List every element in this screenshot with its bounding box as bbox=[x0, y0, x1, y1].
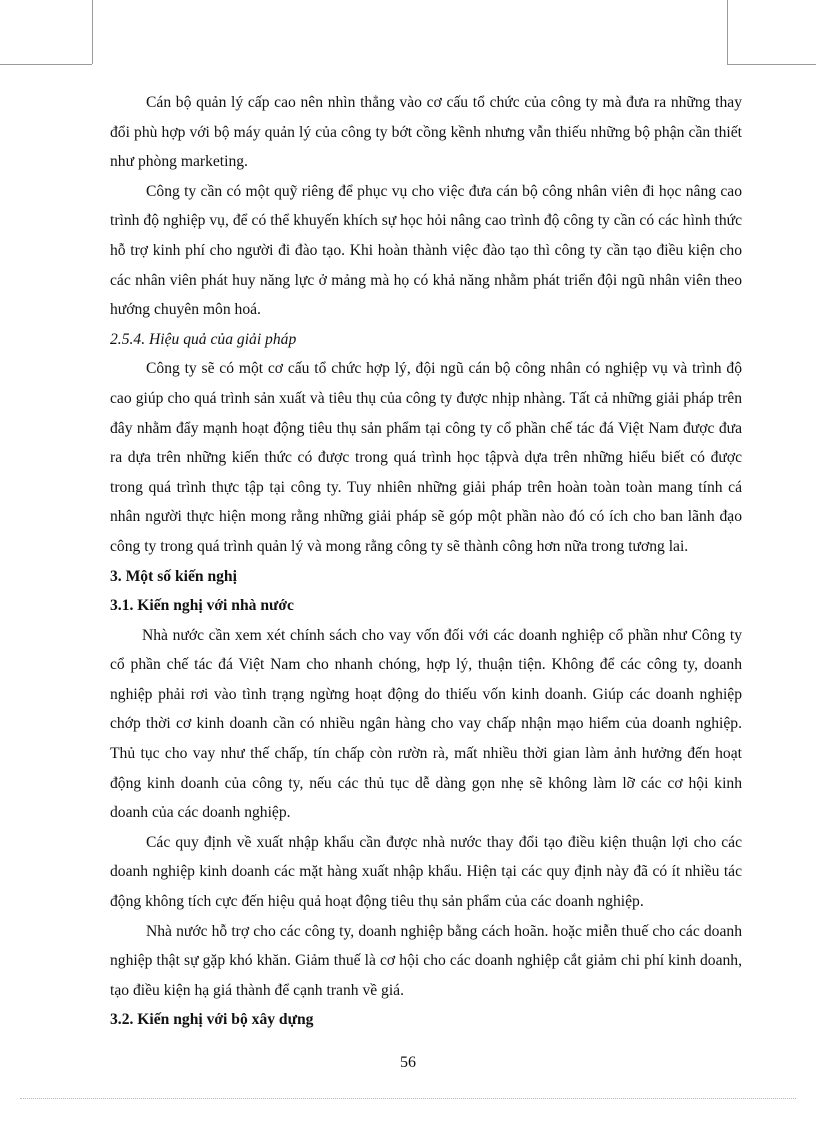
paragraph: Công ty sẽ có một cơ cấu tổ chức hợp lý, đội ngũ cán bộ công nhân có nghiệp vụ và trình độ cao giúp cho quá trình sản xuất và tiêu thụ của công ty được nhịp nhàng. Tất cả những giải pháp trên đây nhằm đẩy mạnh hoạt động tiêu thụ sản phẩm tại công ty cổ phần chế tác đá Việt Nam được đưa ra dựa trên những kiến thức có được trong quá trình học tậpvà dựa trên những hiểu biết có được trong quá trình thực tập tại công ty. Tuy nhiên những giải pháp trên hoàn toàn toàn mang tính cá nhân người thực hiện mong rằng những giải pháp sẽ góp một phần nào đó có ích cho ban lãnh đạo công ty trong quá trình quản lý và mong rằng công ty sẽ thành công hơn nữa trong tương lai. bbox=[110, 360, 742, 555]
paragraph: Công ty cần có một quỹ riêng để phục vụ cho việc đưa cán bộ công nhân viên đi học nâng cao trình độ nghiệp vụ, để có thể khuyến khích sự học hỏi nâng cao trình độ công ty cần có các hình thức hỗ trợ kinh phí cho người đi đào tạo. Khi hoàn thành việc đào tạo thì công ty cần tạo điều kiện cho các nhân viên phát huy năng lực ở mảng mà họ có khả năng nhằm phát triển đội ngũ nhân viên theo hướng chuyên môn hoá. bbox=[110, 182, 742, 319]
page-number: 56 bbox=[400, 1054, 416, 1071]
paragraph: Nhà nước cần xem xét chính sách cho vay vốn đối với các doanh nghiệp cổ phần như Công ty cổ phần chế tác đá Việt Nam cho nhanh chóng, hợp lý, thuận tiện. Không để các công ty, doanh nghiệp phải rơi vào tình trạng ngừng hoạt động do thiếu vốn kinh doanh. Giúp các doanh nghiệp chớp thời cơ kinh doanh cần có nhiều ngân hàng cho vay chấp nhận mạo hiểm của doanh nghiệp. Thủ tục cho vay như thế chấp, tín chấp còn rườn rà, mất nhiều thời gian làm ảnh hưởng đến hoạt động kinh doanh của công ty, nếu các thủ tục dễ dàng gọn nhẹ sẽ không làm lỡ các cơ hội kinh doanh của các doanh nghiệp. bbox=[110, 626, 742, 822]
crop-mark bbox=[727, 64, 816, 65]
document-body bbox=[110, 88, 742, 1035]
paragraph: Cán bộ quản lý cấp cao nên nhìn thẳng vào cơ cấu tổ chức của công ty mà đưa ra những thay đổi phù hợp với bộ máy quản lý của công ty bớt cồng kềnh nhưng vẫn thiếu những bộ phận cần thiết như phòng marketing. bbox=[110, 94, 742, 171]
section-heading-3-1: 3.1. Kiến nghị với nhà nước bbox=[110, 597, 294, 615]
crop-mark bbox=[727, 0, 728, 64]
crop-mark bbox=[0, 64, 92, 65]
section-heading-3-2: 3.2. Kiến nghị với bộ xây dựng bbox=[110, 1011, 314, 1029]
paragraph: Nhà nước hỗ trợ cho các công ty, doanh nghiệp bằng cách hoãn. hoặc miễn thuế cho các doanh nghiệp thật sự gặp khó khăn. Giảm thuế là cơ hội cho các doanh nghiệp cắt giảm chi phí kinh doanh, tạo điều kiện hạ giá thành để cạnh tranh về giá. bbox=[110, 922, 742, 999]
paragraph: Các quy định về xuất nhập khẩu cần được nhà nước thay đổi tạo điều kiện thuận lợi cho các doanh nghiệp kinh doanh các mặt hàng xuất nhập khẩu. Hiện tại các quy định này đã có ít nhiều tác động không tích cực đến hiệu quả hoạt động tiêu thụ sản phẩm của các doanh nghiệp. bbox=[110, 833, 742, 911]
section-heading-2-5-4: 2.5.4. Hiệu quả của giải pháp bbox=[110, 330, 297, 348]
crop-mark bbox=[92, 0, 93, 64]
bottom-divider bbox=[20, 1098, 796, 1099]
section-heading-3: 3. Một số kiến nghị bbox=[110, 567, 237, 585]
